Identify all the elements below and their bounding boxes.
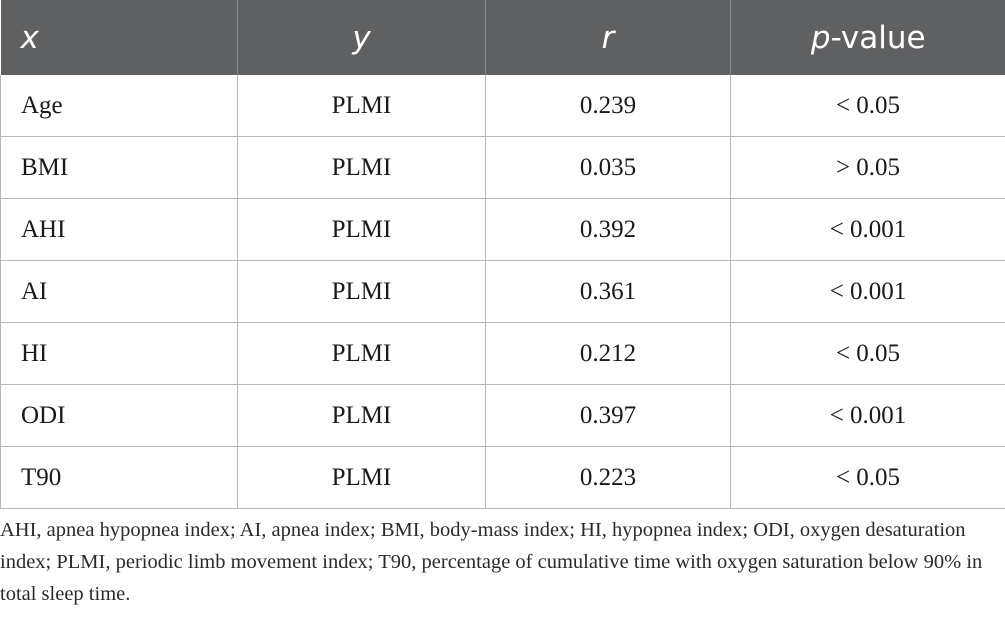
table-row <box>1 137 1005 199</box>
table-row <box>1 323 1005 385</box>
cell-y: PLMI <box>238 323 486 385</box>
cell-p: < 0.001 <box>731 385 1005 447</box>
table-row <box>1 75 1005 137</box>
header-value-label: -value <box>830 19 926 56</box>
cell-p: < 0.05 <box>731 447 1005 509</box>
cell-y: PLMI <box>238 137 486 199</box>
header-y-label: y <box>352 19 371 56</box>
header-y <box>238 0 486 75</box>
table-header <box>1 0 1005 75</box>
header-r <box>486 0 731 75</box>
cell-y: PLMI <box>238 75 486 137</box>
cell-x: ODI <box>1 385 238 447</box>
cell-x: AHI <box>1 199 238 261</box>
cell-x: AI <box>1 261 238 323</box>
cell-y: PLMI <box>238 261 486 323</box>
table-row <box>1 199 1005 261</box>
cell-p: < 0.001 <box>731 199 1005 261</box>
cell-r: 0.392 <box>486 199 731 261</box>
cell-p: < 0.05 <box>731 75 1005 137</box>
table-body <box>1 75 1005 509</box>
header-x <box>1 0 238 75</box>
cell-r: 0.239 <box>486 75 731 137</box>
cell-x: Age <box>1 75 238 137</box>
cell-x: T90 <box>1 447 238 509</box>
table-row <box>1 447 1005 509</box>
header-x-label: x <box>20 19 39 56</box>
cell-p: > 0.05 <box>731 137 1005 199</box>
table-footnote: AHI, apnea hypopnea index; AI, apnea index; BMI, body-mass index; HI, hypopnea index; ODI, oxygen desaturation index; PLMI, periodic limb movement index; T90, percentage of cumulative time with oxygen saturation below 90% in total sleep time. <box>0 519 983 605</box>
cell-r: 0.212 <box>486 323 731 385</box>
cell-y: PLMI <box>238 199 486 261</box>
cell-p: < 0.001 <box>731 261 1005 323</box>
cell-r: 0.223 <box>486 447 731 509</box>
header-p-label: p <box>810 19 831 56</box>
header-row <box>1 0 1005 75</box>
cell-r: 0.397 <box>486 385 731 447</box>
header-r-label: r <box>601 19 615 56</box>
table-row <box>1 261 1005 323</box>
cell-x: HI <box>1 323 238 385</box>
cell-r: 0.035 <box>486 137 731 199</box>
cell-x: BMI <box>1 137 238 199</box>
header-p-value <box>731 0 1005 75</box>
cell-y: PLMI <box>238 385 486 447</box>
cell-p: < 0.05 <box>731 323 1005 385</box>
cell-r: 0.361 <box>486 261 731 323</box>
table-row <box>1 385 1005 447</box>
cell-y: PLMI <box>238 447 486 509</box>
